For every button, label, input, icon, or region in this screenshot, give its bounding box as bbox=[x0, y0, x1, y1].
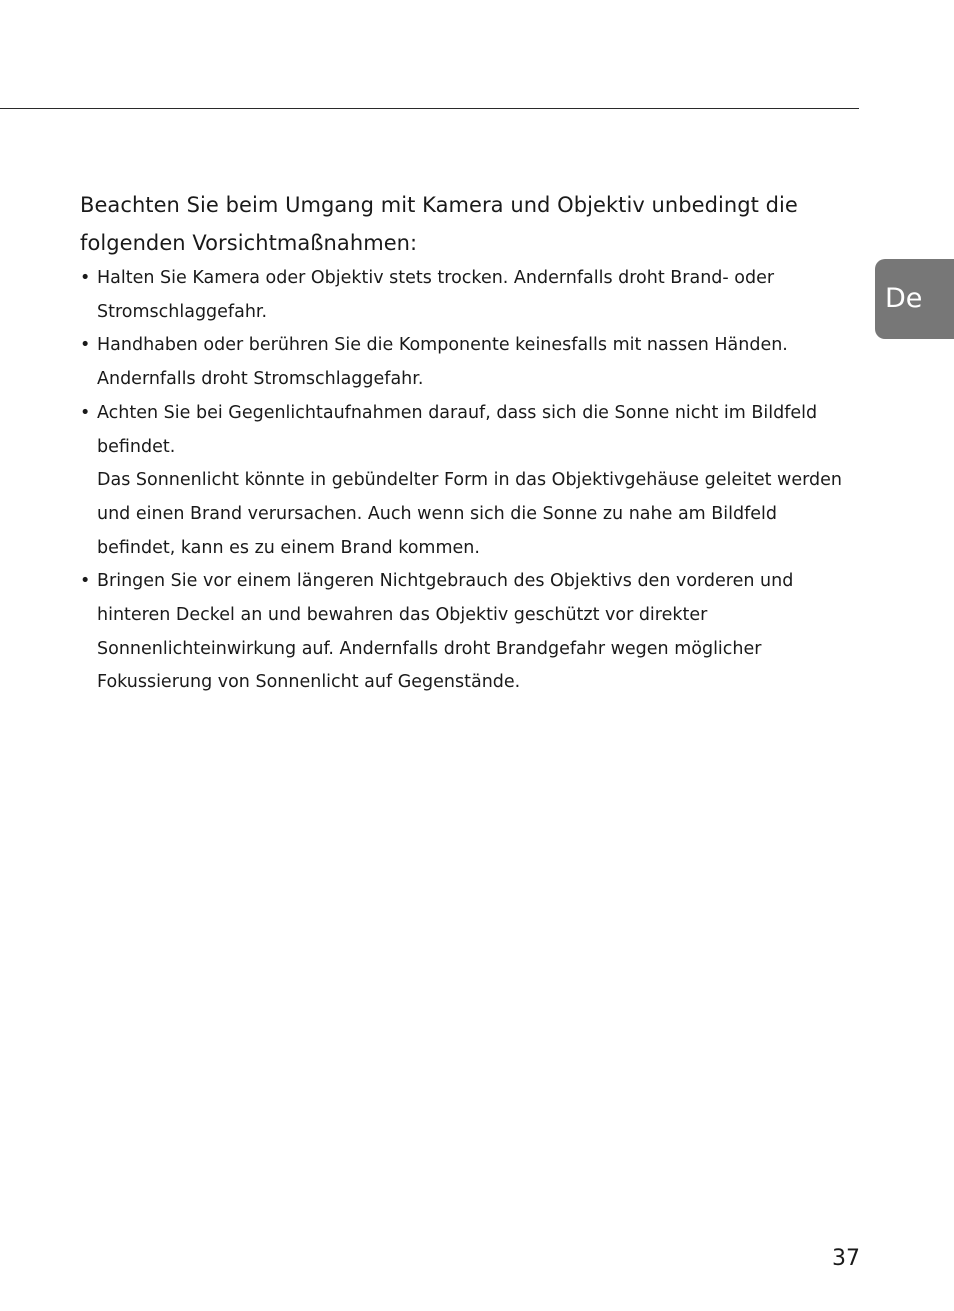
list-item-text: Bringen Sie vor einem längeren Nichtgebrauch des Objektivs den vorderen und hinteren Deckel an und bewahren das Objektiv geschützt vor direkter Sonnenlichteinwirkung auf. Andernfalls droht Brandgefahr wegen möglicher Fokussierung von Sonnenlicht auf Gegenstände. bbox=[97, 571, 794, 693]
list-item-note: Das Sonnenlicht könnte in gebündelter Form in das Objektivgehäuse geleitet werden und einen Brand verursachen. Auch wenn sich die Sonne zu nahe am Bildfeld befindet, kann es zu einem Brand kommen. bbox=[97, 470, 842, 558]
precautions-list bbox=[80, 262, 860, 700]
list-item bbox=[80, 262, 860, 329]
page-number: 37 bbox=[832, 1246, 860, 1271]
list-item bbox=[80, 565, 860, 700]
bullet-icon: • bbox=[80, 268, 91, 288]
list-item-text: Halten Sie Kamera oder Objektiv stets trocken. Andernfalls droht Brand- oder Stromschlaggefahr. bbox=[97, 268, 775, 322]
header-rule bbox=[0, 108, 859, 109]
section-heading: Beachten Sie beim Umgang mit Kamera und Objektiv unbedingt die folgenden Vorsichtmaßnahmen: bbox=[80, 193, 798, 255]
list-item bbox=[80, 397, 860, 566]
precautions-section bbox=[80, 186, 860, 700]
list-item bbox=[80, 329, 860, 396]
language-tab: De bbox=[875, 259, 954, 339]
list-item-text: Achten Sie bei Gegenlichtaufnahmen darauf, dass sich die Sonne nicht im Bildfeld befindet. bbox=[97, 402, 818, 457]
list-item-text: Handhaben oder berühren Sie die Komponente keinesfalls mit nassen Händen. Andernfalls droht Stromschlaggefahr. bbox=[97, 335, 788, 390]
bullet-icon: • bbox=[80, 571, 91, 592]
bullet-icon: • bbox=[80, 402, 91, 423]
bullet-icon: • bbox=[80, 335, 91, 356]
